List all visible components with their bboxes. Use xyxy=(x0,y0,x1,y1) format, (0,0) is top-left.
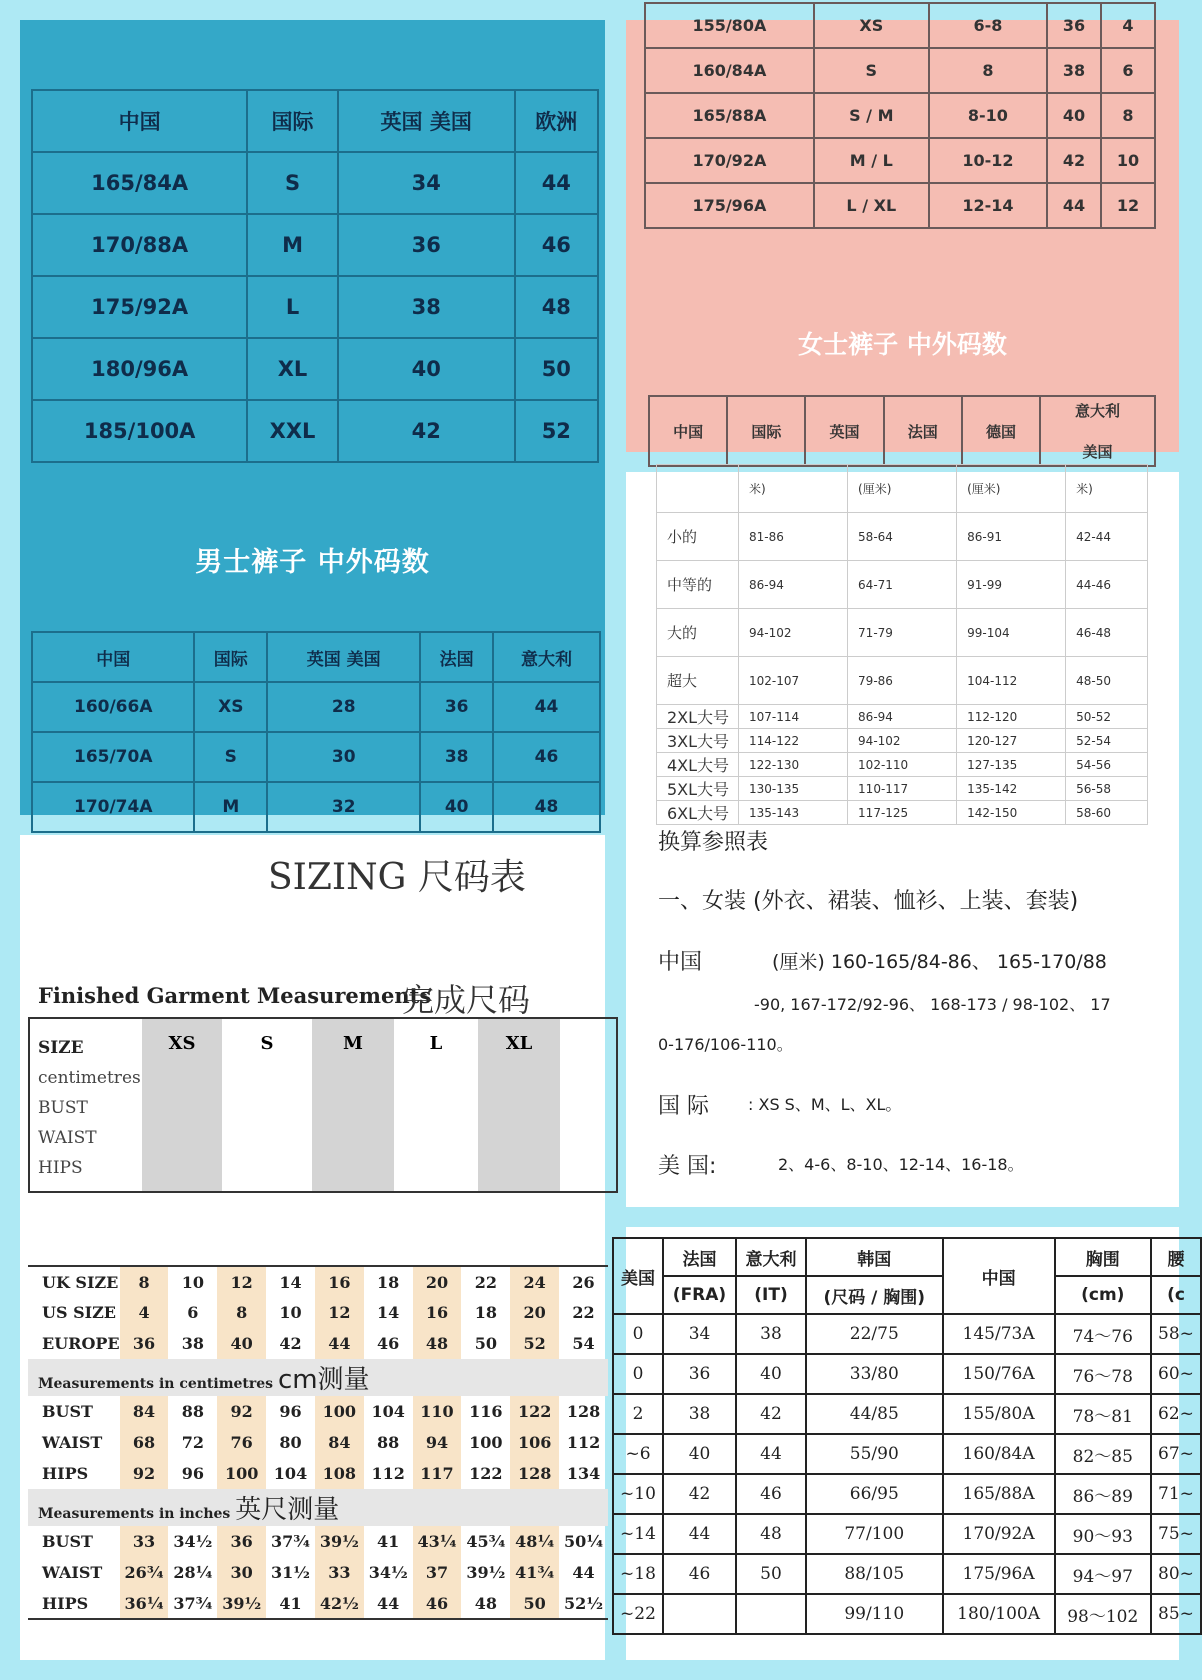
table-cell: 8 xyxy=(217,1297,266,1328)
table-cell: 46 xyxy=(413,1588,462,1619)
table-cell: 88/105 xyxy=(806,1554,943,1594)
table-cell: 85~ xyxy=(1151,1594,1201,1634)
table-cell: 75~ xyxy=(1151,1514,1201,1554)
table-cell: BUST xyxy=(42,1402,93,1421)
table-cell: 100 xyxy=(315,1396,364,1427)
size-col: XS xyxy=(142,1019,222,1191)
table-cell: 20 xyxy=(510,1297,559,1328)
section-title: 一、女装 (外衣、裙装、恤衫、上装、套装) xyxy=(658,889,1079,914)
table-cell: 96 xyxy=(279,1402,302,1421)
table-cell: 44 xyxy=(315,1328,364,1359)
table-cell: 38 xyxy=(181,1334,204,1353)
table-row xyxy=(613,1354,1201,1394)
table-cell: ~6 xyxy=(613,1434,663,1474)
table-cell: 18 xyxy=(377,1272,400,1292)
table-row: 中等的 86-94 64-71 91-99 44-46 xyxy=(657,561,1148,609)
table-cell: 94～97 xyxy=(1055,1554,1151,1594)
table-row xyxy=(28,1557,608,1588)
women-size-panel xyxy=(626,16,1179,461)
size-col: XL xyxy=(478,1019,560,1191)
intl-size-table xyxy=(612,1237,1202,1635)
table-cell: 165/88A xyxy=(943,1474,1055,1514)
table-cell: 0 xyxy=(613,1314,663,1354)
table-cell: 98～102 xyxy=(1055,1594,1151,1634)
table-cell: 67~ xyxy=(1151,1434,1201,1474)
table-cell: 145/73A xyxy=(943,1314,1055,1354)
table-cell: 68 xyxy=(120,1427,169,1458)
table-cell: 44 xyxy=(663,1514,736,1554)
table-row xyxy=(613,1434,1201,1474)
table-cell: 38 xyxy=(736,1314,806,1354)
table-cell: 42 xyxy=(279,1334,302,1353)
table-cell: 44 xyxy=(572,1563,595,1582)
table-cell: 66/95 xyxy=(806,1474,943,1514)
table-cell: 16 xyxy=(413,1297,462,1328)
table-cell: 18 xyxy=(474,1303,497,1322)
table-cell: WAIST xyxy=(42,1433,103,1452)
table-cell: 48 xyxy=(736,1514,806,1554)
table-row: 175/96A L / XL 12-14 44 12 xyxy=(645,183,1155,228)
table-cell: 54 xyxy=(572,1334,595,1353)
table-row: 165/88A S / M 8-10 40 8 xyxy=(645,93,1155,138)
table-cell: 84 xyxy=(120,1396,169,1427)
table-cell: 22/75 xyxy=(806,1314,943,1354)
table-cell: 44 xyxy=(736,1434,806,1474)
table-cell: 46 xyxy=(736,1474,806,1514)
table-cell: HIPS xyxy=(42,1464,89,1483)
table-cell: ~18 xyxy=(613,1554,663,1594)
table-cell: 30 xyxy=(217,1557,266,1588)
table-cell: 20 xyxy=(413,1266,462,1297)
table-cell: 96 xyxy=(181,1464,204,1483)
table-cell: UK SIZE xyxy=(42,1272,119,1292)
table-row: 超大 102-107 79-86 104-112 48-50 xyxy=(657,657,1148,705)
cn-line-1: (厘米) 160-165/84-86、 165-170/88 xyxy=(772,951,1107,973)
table-cell: 40 xyxy=(663,1434,736,1474)
garment-size-box xyxy=(28,1017,618,1193)
table-cell: EUROPE xyxy=(42,1334,120,1353)
table-cell: 36 xyxy=(663,1354,736,1394)
cn-line-3: 0-176/106-110。 xyxy=(658,1035,793,1054)
table-cell: 2 xyxy=(613,1394,663,1434)
ref-title: 换算参照表 xyxy=(658,830,769,855)
table-cell: 37¾ xyxy=(173,1593,213,1613)
table-row: 185/100A XXL 42 52 xyxy=(32,400,598,462)
table-cell: 106 xyxy=(510,1427,559,1458)
table-row: 170/88A M 36 46 xyxy=(32,214,598,276)
table-row: 4XL大号 122-130 102-110 127-135 54-56 xyxy=(657,753,1148,777)
table-cell: 16 xyxy=(315,1266,364,1297)
table-row: 175/92A L 38 48 xyxy=(32,276,598,338)
table-cell: 80~ xyxy=(1151,1554,1201,1594)
table-cell: 60~ xyxy=(1151,1354,1201,1394)
table-cell: 128 xyxy=(566,1402,601,1421)
header-cell: 中国 xyxy=(32,90,247,152)
table-cell: 36 xyxy=(217,1526,266,1557)
table-row xyxy=(28,1396,608,1427)
table-cell: 41 xyxy=(279,1593,302,1613)
table-cell: 76 xyxy=(217,1427,266,1458)
table-cell: 43¼ xyxy=(413,1526,462,1557)
table-cell: 14 xyxy=(279,1272,302,1292)
table-cell: 12 xyxy=(217,1266,266,1297)
table-cell: 46 xyxy=(663,1554,736,1594)
table-cell: 4 xyxy=(120,1297,169,1328)
table-cell: 88 xyxy=(377,1433,400,1452)
table-cell: 72 xyxy=(181,1433,204,1452)
table-cell: 92 xyxy=(217,1396,266,1427)
table-row xyxy=(28,1458,608,1489)
men-size-panel xyxy=(20,20,605,815)
header-cell: 英国 美国 xyxy=(338,90,515,152)
table-cell: HIPS xyxy=(42,1593,89,1613)
section-row: Measurements in inches 英尺测量 xyxy=(28,1489,608,1526)
table-header: (FRA) (IT) (尺码 / 胸围) (cm) (c xyxy=(613,1276,1201,1314)
table-row: 5XL大号 130-135 110-117 135-142 56-58 xyxy=(657,777,1148,801)
cn-label: 中国 xyxy=(658,950,703,975)
table-cell: 37¾ xyxy=(271,1532,310,1551)
table-cell: 0 xyxy=(613,1354,663,1394)
women-bottom-table xyxy=(648,395,1156,467)
table-row xyxy=(613,1314,1201,1354)
size-col: S xyxy=(260,1033,274,1054)
table-cell: 52 xyxy=(510,1328,559,1359)
us-label: 美 国: xyxy=(658,1154,717,1179)
table-cell: 34½ xyxy=(368,1563,408,1582)
size-reference-panel xyxy=(626,472,1179,1207)
men-title: 男士裤子 中外码数 xyxy=(195,547,430,578)
intl-value: : XS S、M、L、XL。 xyxy=(748,1095,902,1114)
section-row: Measurements in centimetres cm测量 xyxy=(28,1359,608,1396)
table-cell: 74～76 xyxy=(1055,1314,1151,1354)
table-cell: 33/80 xyxy=(806,1354,943,1394)
table-cell: 92 xyxy=(120,1458,169,1489)
table-cell: 62~ xyxy=(1151,1394,1201,1434)
table-cell: 10 xyxy=(181,1272,204,1292)
table-row xyxy=(28,1328,608,1359)
table-cell: 42 xyxy=(663,1474,736,1514)
table-cell: 24 xyxy=(510,1266,559,1297)
table-cell: 41 xyxy=(377,1532,400,1551)
table-cell: 12 xyxy=(315,1297,364,1328)
table-header: 中国 国际 英国 法国 德国 意大利 美国 xyxy=(649,396,1155,466)
table-cell: 122 xyxy=(469,1464,503,1483)
intl-label: 国 际 xyxy=(658,1094,709,1119)
table-cell: 88 xyxy=(181,1402,204,1421)
table-cell: 84 xyxy=(315,1427,364,1458)
table-cell: 6 xyxy=(187,1303,199,1322)
table-cell: 50¼ xyxy=(564,1532,603,1551)
table-cell: 33 xyxy=(315,1557,364,1588)
table-cell: 38 xyxy=(663,1394,736,1434)
table-cell: 128 xyxy=(510,1458,559,1489)
table-row xyxy=(613,1554,1201,1594)
table-cell: 28¼ xyxy=(173,1563,213,1582)
table-row: 3XL大号 114-122 94-102 120-127 52-54 xyxy=(657,729,1148,753)
table-cell: 94 xyxy=(413,1427,462,1458)
table-cell: 46 xyxy=(377,1334,400,1353)
table-cell: 117 xyxy=(413,1458,462,1489)
table-cell: 42½ xyxy=(315,1588,364,1619)
table-cell: 116 xyxy=(469,1402,503,1421)
table-cell: ~14 xyxy=(613,1514,663,1554)
size-col: M xyxy=(312,1019,394,1191)
header-cell: 欧洲 xyxy=(515,90,598,152)
table-row: 小的 81-86 58-64 86-91 42-44 xyxy=(657,513,1148,561)
table-cell: 10 xyxy=(279,1303,302,1322)
table-cell: 44/85 xyxy=(806,1394,943,1434)
header-cell: 国际 xyxy=(247,90,338,152)
table-row: 160/84A S 8 38 6 xyxy=(645,48,1155,93)
table-cell: 14 xyxy=(377,1303,400,1322)
table-cell: 41¾ xyxy=(510,1557,559,1588)
table-cell: 50 xyxy=(474,1334,497,1353)
table-row xyxy=(613,1394,1201,1434)
table-cell: 42 xyxy=(736,1394,806,1434)
table-row: 165/84A S 34 44 xyxy=(32,152,598,214)
table-cell: WAIST xyxy=(42,1563,103,1582)
table-cell: 40 xyxy=(217,1328,266,1359)
table-cell: 48 xyxy=(413,1328,462,1359)
table-cell: 37 xyxy=(413,1557,462,1588)
table-cell: 82～85 xyxy=(1055,1434,1151,1474)
table-cell: 71~ xyxy=(1151,1474,1201,1514)
women-top-table xyxy=(644,2,1156,229)
table-cell: 34 xyxy=(663,1314,736,1354)
letter-size-table: 米) (厘米) (厘米) 米) 小的 81-86 58-64 86-91 42-44 中等的 86-94 64-71 91-99 44-46 大的 94-102 71-79 99-104 46-48 超大 102-107 79-86 104-112 48-50 2XL大号 107-114 86-94 112-120 50-52 3XL大号 114-122 94-102 120-127 52-54 4XL大号 122-130 102-110 127-135 54-56 5XL大号 130-135 110-117 135-142 56-58 6XL大号 135-143 117-125 142-150 58-60 xyxy=(656,464,1148,825)
table-cell: 22 xyxy=(474,1272,497,1292)
table-row xyxy=(613,1474,1201,1514)
table-cell: 100 xyxy=(469,1433,503,1452)
men-top-table xyxy=(31,89,599,463)
table-header: 中国 国际 英国 美国 法国 意大利 xyxy=(32,632,600,682)
table-cell: 150/76A xyxy=(943,1354,1055,1394)
table-cell xyxy=(736,1594,806,1634)
women-title: 女士裤子 中外码数 xyxy=(798,330,1007,359)
table-cell: 36 xyxy=(120,1328,169,1359)
table-cell: 160/84A xyxy=(943,1434,1055,1474)
table-row: 180/96A XL 40 50 xyxy=(32,338,598,400)
table-cell: 155/80A xyxy=(943,1394,1055,1434)
table-cell: 22 xyxy=(572,1303,595,1322)
table-cell: 26 xyxy=(572,1272,595,1292)
cn-line-2: -90, 167-172/92-96、 168-173 / 98-102、 17 xyxy=(754,995,1111,1014)
box-labels: SIZE centimetres BUST WAIST HIPS xyxy=(38,1038,141,1178)
table-cell: 170/92A xyxy=(943,1514,1055,1554)
table-cell: BUST xyxy=(42,1532,93,1551)
table-cell: 99/110 xyxy=(806,1594,943,1634)
table-cell: US SIZE xyxy=(42,1303,116,1322)
table-cell: ~10 xyxy=(613,1474,663,1514)
table-row xyxy=(28,1588,608,1619)
table-row: 2XL大号 107-114 86-94 112-120 50-52 xyxy=(657,705,1148,729)
table-cell: 86～89 xyxy=(1055,1474,1151,1514)
table-row: 160/66A XS 28 36 44 xyxy=(32,682,600,732)
sizing-conversion-table xyxy=(28,1265,608,1620)
table-cell: 48¼ xyxy=(510,1526,559,1557)
table-cell: 110 xyxy=(413,1396,462,1427)
table-row xyxy=(28,1427,608,1458)
finished-garment-cn: 完成尺码 xyxy=(402,981,531,1019)
table-row: 170/74A M 32 40 48 xyxy=(32,782,600,832)
table-cell: 78～81 xyxy=(1055,1394,1151,1434)
table-row xyxy=(28,1266,608,1297)
table-cell: 55/90 xyxy=(806,1434,943,1474)
table-cell xyxy=(663,1594,736,1634)
table-cell: 112 xyxy=(566,1433,601,1452)
table-cell: 108 xyxy=(315,1458,364,1489)
table-row: 大的 94-102 71-79 99-104 46-48 xyxy=(657,609,1148,657)
table-cell: 48 xyxy=(474,1593,497,1613)
table-cell: 80 xyxy=(279,1433,302,1452)
table-row: 170/92A M / L 10-12 42 10 xyxy=(645,138,1155,183)
table-row: 6XL大号 135-143 117-125 142-150 58-60 xyxy=(657,801,1148,825)
table-cell: 50 xyxy=(510,1588,559,1619)
table-row: 155/80A XS 6-8 36 4 xyxy=(645,3,1155,48)
table-header: 美国 法国 意大利 韩国 中国 胸围 腰 xyxy=(613,1238,1201,1276)
table-row xyxy=(28,1526,608,1557)
table-cell: 90～93 xyxy=(1055,1514,1151,1554)
table-cell: 100 xyxy=(217,1458,266,1489)
table-row: 165/70A S 30 38 46 xyxy=(32,732,600,782)
table-cell: 134 xyxy=(566,1464,601,1483)
table-cell: 39½ xyxy=(466,1563,506,1582)
table-cell: 40 xyxy=(736,1354,806,1394)
table-row xyxy=(28,1297,608,1328)
table-cell: 122 xyxy=(510,1396,559,1427)
table-cell: 104 xyxy=(273,1464,308,1483)
sizing-heading: SIZING 尺码表 xyxy=(268,857,526,898)
intl-size-panel xyxy=(620,1227,1194,1660)
table-cell: 8 xyxy=(120,1266,169,1297)
table-cell: 50 xyxy=(736,1554,806,1594)
table-cell: 104 xyxy=(371,1402,405,1421)
table-cell: ~22 xyxy=(613,1594,663,1634)
men-bottom-table xyxy=(31,631,601,833)
table-cell: 44 xyxy=(377,1593,400,1613)
table-cell: 77/100 xyxy=(806,1514,943,1554)
table-cell: 36¼ xyxy=(120,1588,169,1619)
table-cell: 33 xyxy=(120,1526,169,1557)
table-cell: 39½ xyxy=(315,1526,364,1557)
table-cell: 175/96A xyxy=(943,1554,1055,1594)
table-cell: 31½ xyxy=(271,1563,310,1582)
size-col: L xyxy=(429,1033,443,1054)
table-row xyxy=(613,1514,1201,1554)
table-cell: 26¾ xyxy=(120,1557,169,1588)
table-cell: 76～78 xyxy=(1055,1354,1151,1394)
sizing-panel xyxy=(20,835,605,1660)
table-cell: 180/100A xyxy=(943,1594,1055,1634)
table-cell: 39½ xyxy=(217,1588,266,1619)
finished-garment-label: Finished Garment Measurements xyxy=(38,983,432,1008)
table-cell: 58~ xyxy=(1151,1314,1201,1354)
table-cell: 112 xyxy=(371,1464,405,1483)
table-header xyxy=(32,90,598,152)
table-cell: 34½ xyxy=(173,1532,213,1551)
table-cell: 52½ xyxy=(564,1593,603,1613)
table-cell: 45¾ xyxy=(466,1532,506,1551)
table-row xyxy=(613,1594,1201,1634)
us-value: 2、4-6、8-10、12-14、16-18。 xyxy=(778,1155,1024,1174)
